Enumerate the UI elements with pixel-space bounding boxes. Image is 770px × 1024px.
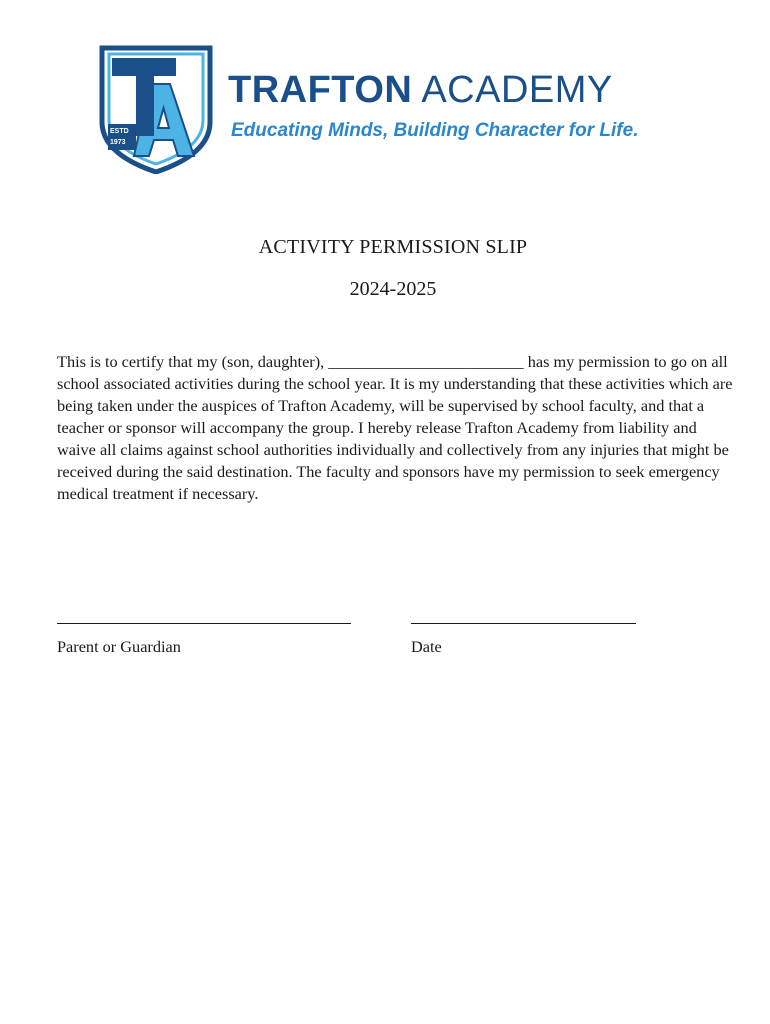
parent-guardian-label: Parent or Guardian	[57, 637, 181, 656]
school-crest-logo	[98, 44, 214, 174]
permission-paragraph	[57, 351, 737, 505]
document-title: ACTIVITY PERMISSION SLIP	[258, 236, 528, 258]
crest-year-label: 1973	[110, 139, 126, 146]
document-year: 2024-2025	[349, 278, 437, 300]
school-name-light: ACADEMY	[421, 69, 613, 111]
school-header	[98, 44, 698, 176]
student-name-blank[interactable]: ________________________	[328, 352, 524, 371]
paragraph-intro: This is to certify that my (son, daughter),	[57, 352, 329, 371]
school-name	[228, 70, 613, 110]
school-name-bold: TRAFTON	[228, 69, 413, 111]
paragraph-body: has my permission to go on all school associated activities during the school year. It is my understanding that these activities which are being taken under the auspices of Trafton Academy, will be supervised by school faculty, and that a teacher or sponsor will accompany the group. I hereby release Trafton Academy from liability and waive all claims against school authorities individually and collectively from any injuries that might be received during the said destination. The faculty and sponsors have my permission to seek emergency medical treatment if necessary.	[57, 352, 733, 503]
crest-estd-label: ESTD	[110, 128, 129, 135]
date-label: Date	[411, 637, 442, 656]
parent-signature-line[interactable]	[57, 623, 351, 624]
school-tagline: Educating Minds, Building Character for Life.	[231, 120, 639, 141]
date-signature-line[interactable]	[411, 623, 636, 624]
